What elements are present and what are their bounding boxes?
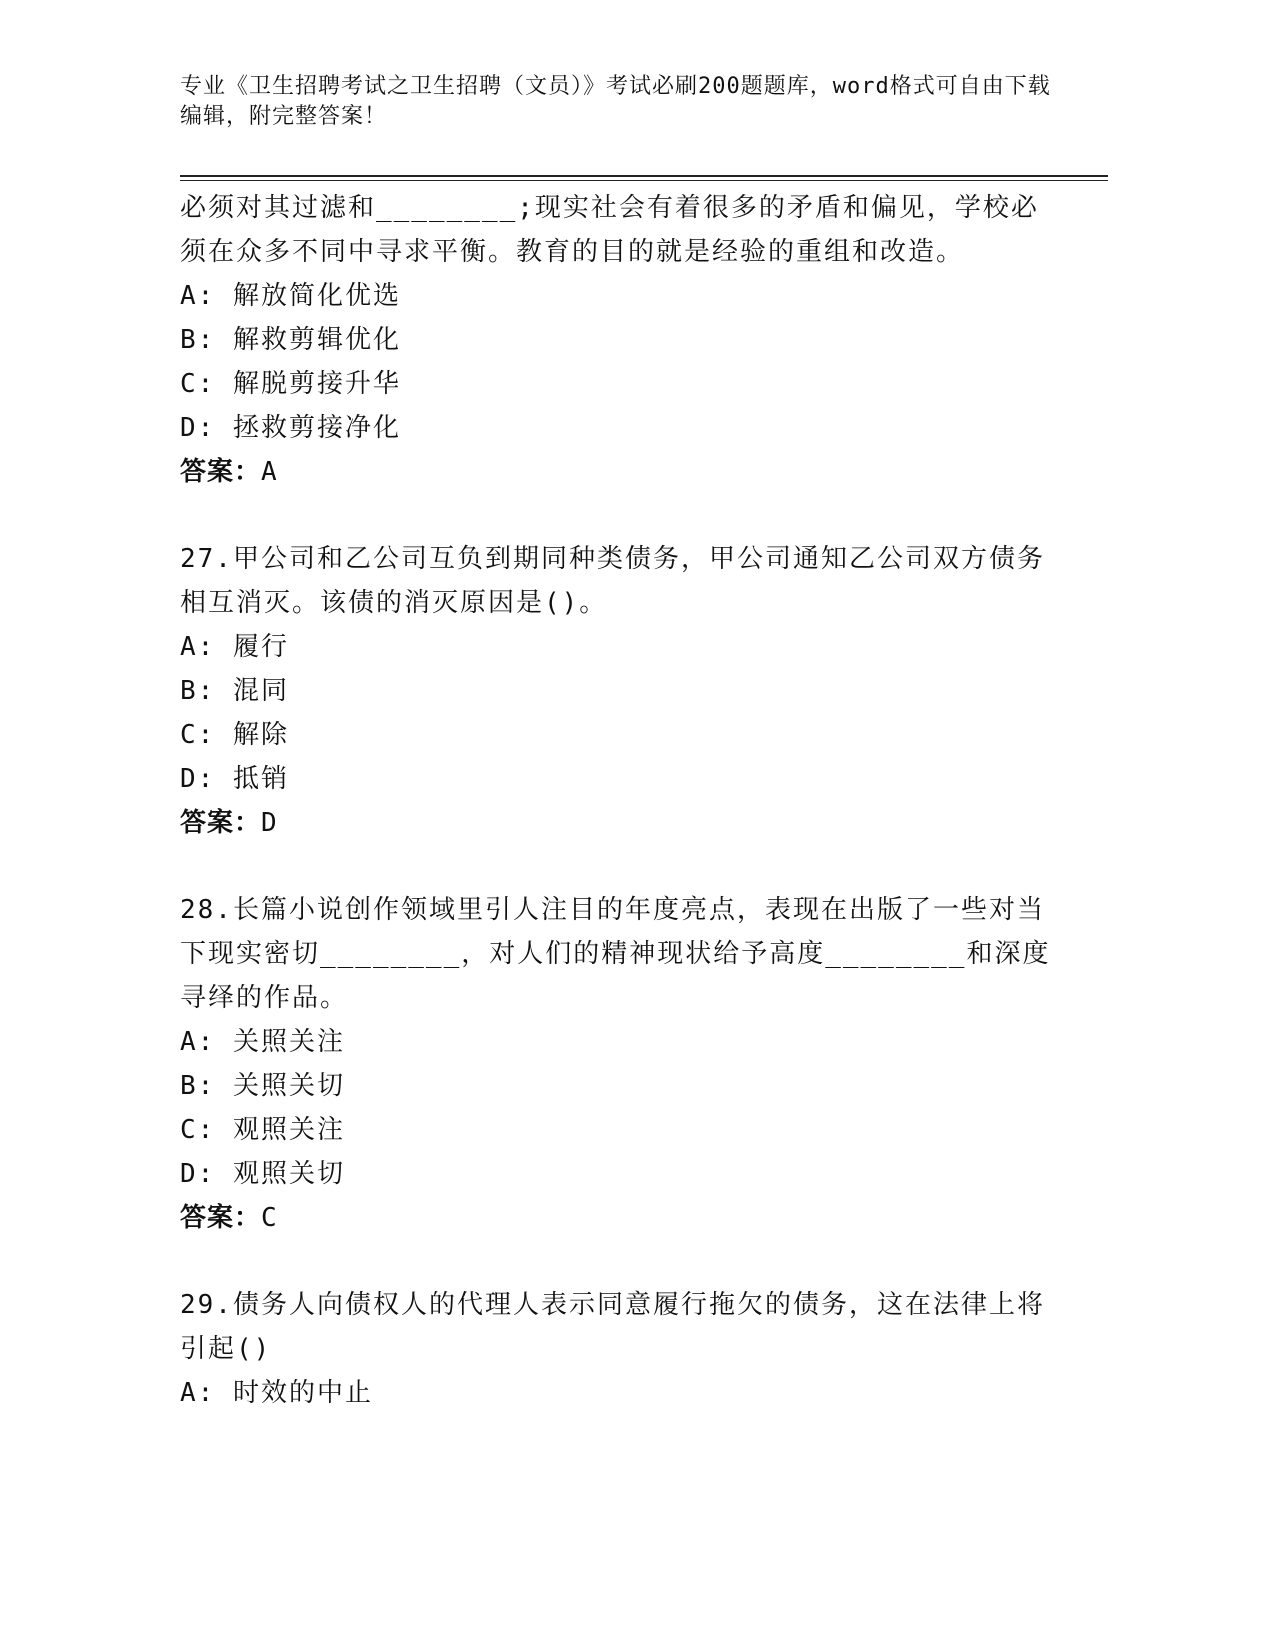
answer-value: A (261, 457, 278, 487)
document-header: 专业《卫生招聘考试之卫生招聘（文员）》考试必刷200题题库，word格式可自由下载编辑，附完整答案！ (180, 74, 1051, 129)
question-block (180, 888, 1060, 1240)
question-stem: 必须对其过滤和________;现实社会有着很多的矛盾和偏见，学校必须在众多不同中寻求平衡。教育的目的就是经验的重组和改造。 (180, 193, 1039, 267)
header-divider-thin (180, 180, 1108, 181)
header-divider (180, 175, 1108, 177)
question-stem: 28.长篇小说创作领域里引人注目的年度亮点，表现在出版了一些对当下现实密切________，对人们的精神现状给予高度________和深度寻绎的作品。 (180, 895, 1051, 1013)
question-stem: 29.债务人向债权人的代理人表示同意履行拖欠的债务，这在法律上将引起() (180, 1290, 1045, 1364)
question-list (180, 186, 1060, 1415)
option-b: B: 关照关切 (180, 1071, 345, 1101)
option-c: C: 解脱剪接升华 (180, 369, 401, 399)
option-d: D: 观照关切 (180, 1159, 345, 1189)
option-b: B: 混同 (180, 676, 289, 706)
question-block (180, 186, 1060, 494)
option-d: D: 拯救剪接净化 (180, 413, 401, 443)
option-a: A: 解放简化优选 (180, 281, 401, 311)
answer-line (180, 1196, 1060, 1240)
option-a: A: 履行 (180, 632, 289, 662)
answer-value: C (261, 1203, 278, 1233)
option-b: B: 解救剪辑优化 (180, 325, 401, 355)
answer-label: 答案： (180, 457, 262, 487)
option-c: C: 解除 (180, 720, 289, 750)
option-c: C: 观照关注 (180, 1115, 345, 1145)
answer-line (180, 801, 1060, 845)
question-block (180, 1283, 1060, 1415)
option-d: D: 抵销 (180, 764, 289, 794)
option-a: A: 时效的中止 (180, 1378, 373, 1408)
question-stem: 27.甲公司和乙公司互负到期同种类债务，甲公司通知乙公司双方债务相互消灭。该债的消灭原因是()。 (180, 544, 1045, 618)
answer-value: D (261, 808, 278, 838)
option-a: A: 关照关注 (180, 1027, 345, 1057)
answer-line (180, 450, 1060, 494)
question-block (180, 537, 1060, 845)
answer-label: 答案： (180, 1203, 262, 1233)
answer-label: 答案： (180, 808, 262, 838)
